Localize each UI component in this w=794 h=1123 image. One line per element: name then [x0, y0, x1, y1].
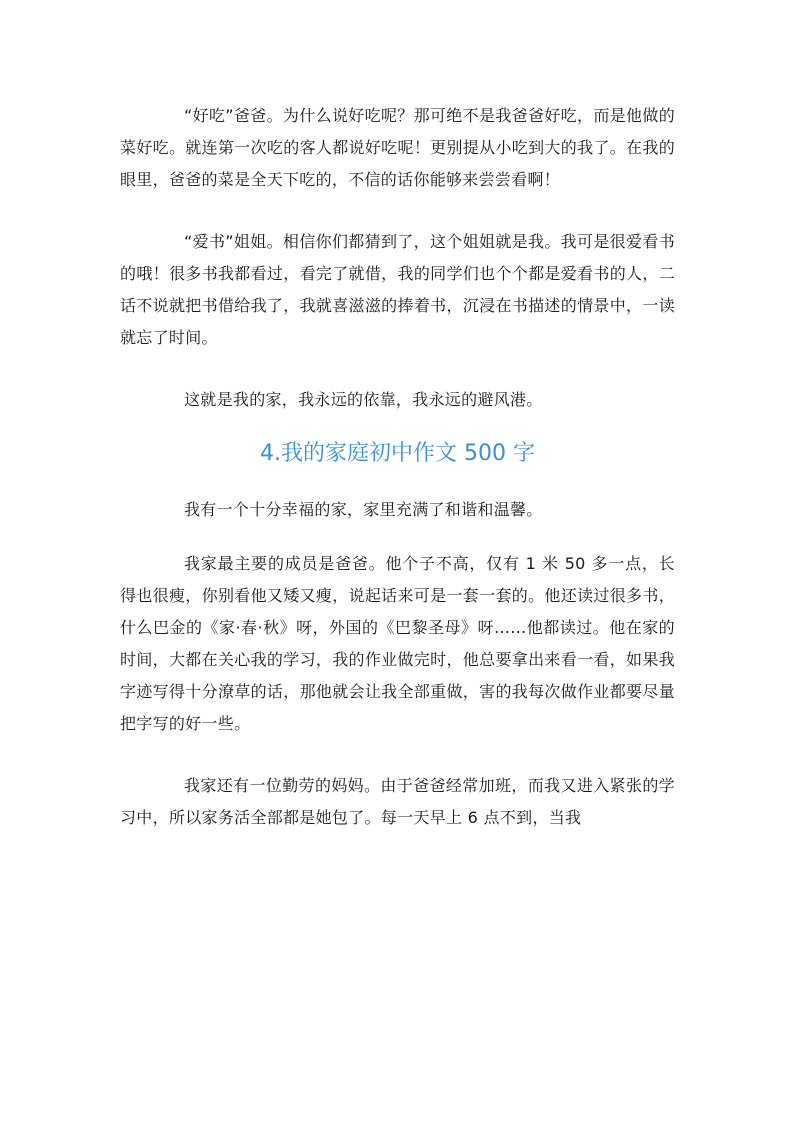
paragraph-dad-cooking: “好吃”爸爸。为什么说好吃呢？那可绝不是我爸爸好吃，而是他做的菜好吃。就连第一次吃的客人都说好吃呢！更别提从小吃到大的我了。在我的眼里，爸爸的菜是全天下吃的，不信的话你能够来尝尝看啊！ [120, 106, 675, 189]
paragraph-happy-family: 我有一个十分幸福的家，家里充满了和谐和温馨。 [184, 500, 543, 519]
section-heading: 4.我的家庭初中作文 500 字 [260, 441, 535, 466]
paragraph-dad-description: 我家最主要的成员是爸爸。他个子不高，仅有 1 米 50 多一点，长得也很瘦，你别看他又矮又瘦，说起话来可是一套一套的。他还读过很多书，什么巴金的《家·春·秋》呀，外国的《巴黎圣母》呀……他都读过。他在家的时间，大都在关心我的学习，我的作业做完时，他总要拿出来看一看，如果我字迹写得十分潦草的话，那他就会让我全部重做，害的我每次做作业都要尽量把字写的好一些。 [120, 554, 675, 733]
paragraph-mom-description: 我家还有一位勤劳的妈妈。由于爸爸经常加班，而我又进入紧张的学习中，所以家务活全部都是她包了。每一天早上 6 点不到，当我 [120, 776, 675, 827]
paragraph-home-summary: 这就是我的家，我永远的依靠，我永远的避风港。 [184, 390, 543, 409]
document-page [120, 100, 675, 864]
paragraph-sister-books: “爱书”姐姐。相信你们都猜到了，这个姐姐就是我。我可是很爱看书的哦！很多书我都看过，看完了就借，我的同学们也个个都是爱看书的人，二话不说就把书借给我了，我就喜滋滋的捧着书，沉浸在书描述的情景中，一读就忘了时间。 [120, 232, 675, 347]
